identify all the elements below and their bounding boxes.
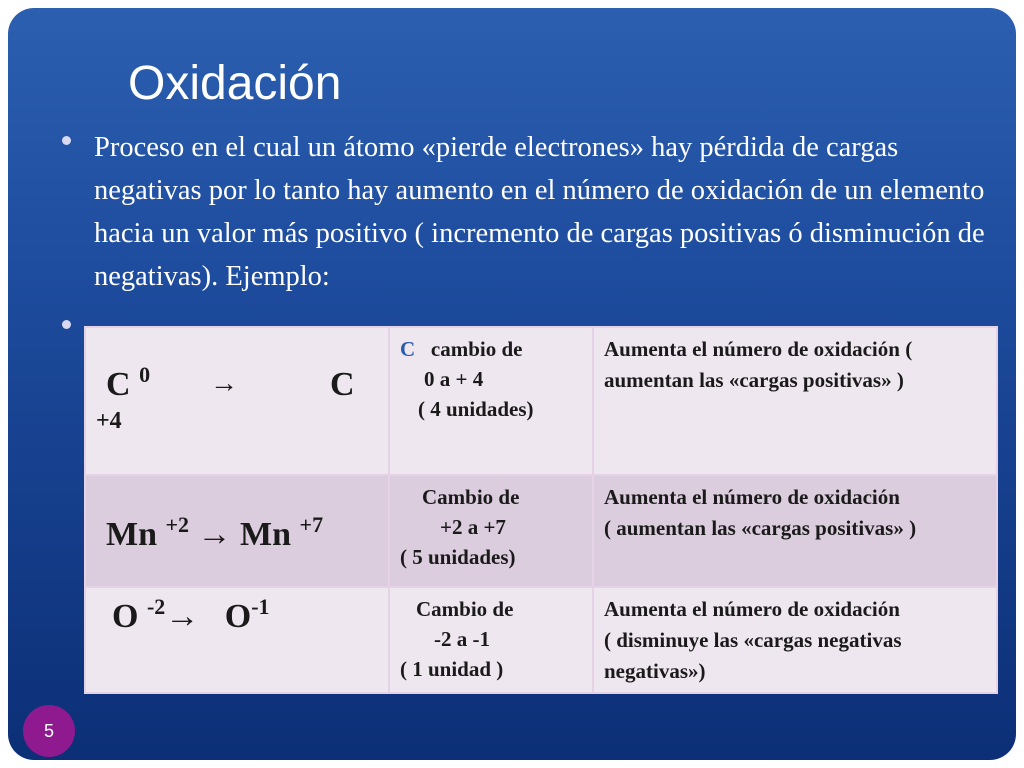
element-symbol: O xyxy=(112,598,139,635)
change-units: ( 4 unidades) xyxy=(418,397,534,421)
description-text xyxy=(604,334,912,396)
reaction-left xyxy=(106,362,151,404)
change-cell xyxy=(389,587,593,693)
element-symbol: Mn xyxy=(240,516,292,553)
slide-title: Oxidación xyxy=(128,57,342,110)
description-line: negativas») xyxy=(604,659,706,683)
description-cell xyxy=(593,587,997,693)
change-label: Cambio de xyxy=(422,485,520,509)
reaction-cell xyxy=(85,327,389,475)
reaction-right: C xyxy=(330,366,355,403)
oxidation-examples-table xyxy=(84,326,998,694)
element-symbol: Mn xyxy=(106,516,157,553)
reaction-cell xyxy=(85,587,389,693)
description-line: Aumenta el número de oxidación xyxy=(604,597,900,621)
reaction-cell xyxy=(85,475,389,587)
oxidation-state: -2 xyxy=(146,594,166,619)
table-row xyxy=(85,587,997,693)
change-range: +2 a +7 xyxy=(440,515,506,539)
reaction-left xyxy=(106,512,324,554)
change-units: ( 5 unidades) xyxy=(400,545,516,569)
description-text xyxy=(604,482,916,544)
bullet-icon xyxy=(62,136,71,145)
oxidation-state: 0 xyxy=(139,362,151,387)
change-units: ( 1 unidad ) xyxy=(400,657,504,681)
slide-number-badge: 5 xyxy=(23,705,75,757)
arrow-icon: → xyxy=(165,598,200,635)
description-line: ( aumentan las «cargas positivas» ) xyxy=(604,516,917,540)
table-row xyxy=(85,475,997,587)
change-label: cambio de xyxy=(430,337,523,361)
element-symbol: C xyxy=(106,366,131,403)
oxidation-state: +4 xyxy=(96,408,122,434)
description-cell xyxy=(593,327,997,475)
change-line xyxy=(400,334,523,364)
oxidation-state: -1 xyxy=(251,594,270,619)
change-label: Cambio de xyxy=(416,597,514,621)
description-line: Aumenta el número de oxidación ( xyxy=(604,337,913,361)
change-range: -2 a -1 xyxy=(434,627,490,651)
change-range: 0 a + 4 xyxy=(424,367,484,391)
bullet-icon xyxy=(62,320,71,329)
change-cell xyxy=(389,475,593,587)
change-cell xyxy=(389,327,593,475)
description-line: ( disminuye las «cargas negativas xyxy=(604,628,902,652)
oxidation-state: +2 xyxy=(165,512,190,537)
description-line: aumentan las «cargas positivas» ) xyxy=(604,368,904,392)
reaction-left xyxy=(112,594,270,636)
oxidation-state: +7 xyxy=(299,512,324,537)
element-prefix: C xyxy=(400,337,416,361)
arrow-icon: → xyxy=(197,516,232,553)
table-row xyxy=(85,327,997,475)
definition-paragraph: Proceso en el cual un átomo «pierde electrones» hay pérdida de cargas negativas por lo tanto hay aumento en el número de oxidación de un elemento hacia un valor más positivo ( incremento de cargas positivas ó disminución de negativas). Ejemplo: xyxy=(94,132,985,292)
arrow-icon: → xyxy=(210,368,238,399)
slide xyxy=(8,8,1016,760)
element-symbol: O xyxy=(224,598,252,635)
description-line: Aumenta el número de oxidación xyxy=(604,485,900,509)
description-cell xyxy=(593,475,997,587)
description-text xyxy=(604,594,902,687)
